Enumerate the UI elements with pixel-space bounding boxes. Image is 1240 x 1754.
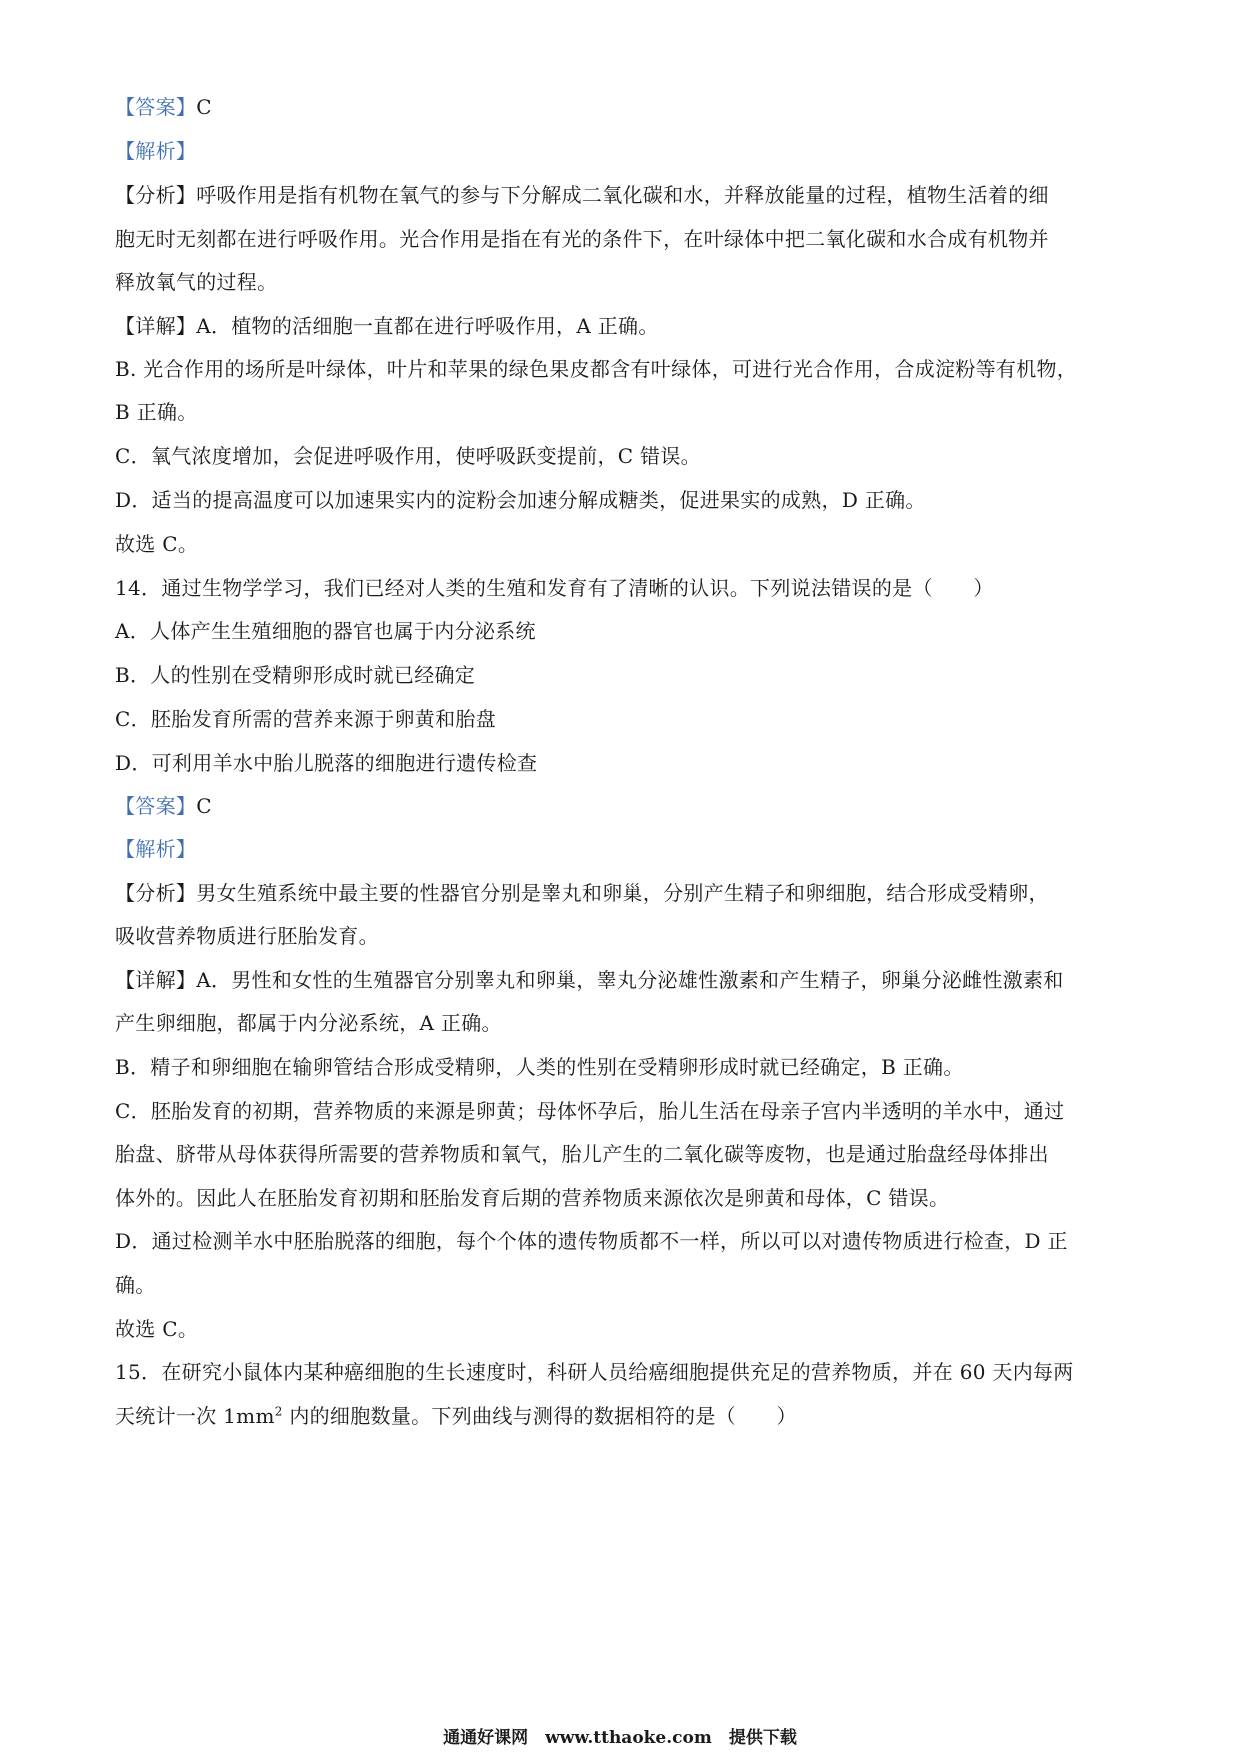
- q13-answer-line: [115, 94, 1145, 120]
- q14-fenxi-line-1: [115, 880, 1145, 906]
- q13-fenxi-line-2: 胞无时无刻都在进行呼吸作用。光合作用是指在有光的条件下，在叶绿体中把二氧化碳和水合成有机物并: [115, 227, 1049, 251]
- q13-xiangjie-line-1: [115, 313, 1145, 339]
- q14-option-c: C．胚胎发育所需的营养来源于卵黄和胎盘: [115, 707, 497, 731]
- q14-fenxi-text-1: 男女生殖系统中最主要的性器官分别是睾丸和卵巢，分别产生精子和卵细胞，结合形成受精卵，: [196, 881, 1049, 905]
- q14-xiangjie-line-3: B．精子和卵细胞在输卵管结合形成受精卵，人类的性别在受精卵形成时就已经确定，B 正确。: [115, 1055, 964, 1079]
- page-footer: 通通好课网 www.tthaoke.com 提供下载: [443, 1728, 797, 1748]
- q14-conclusion: 故选 C。: [115, 1317, 199, 1341]
- q14-option-b: B．人的性别在受精卵形成时就已经确定: [115, 663, 476, 687]
- q13-xiangjie-line-3: B 正确。: [115, 400, 198, 424]
- q15-stem-line-2: [115, 1403, 1145, 1429]
- q13-answer-tag: 【答案】: [115, 95, 197, 119]
- q14-xiangjie-tag: 【详解】: [115, 968, 197, 992]
- q14-xiangjie-line-1: [115, 967, 1145, 993]
- q14-xiangjie-line-6: 体外的。因此人在胚胎发育初期和胚胎发育后期的营养物质来源依次是卵黄和母体，C 错误。: [115, 1186, 950, 1210]
- q13-conclusion: 故选 C。: [115, 532, 199, 556]
- q13-xiangjie-tag: 【详解】: [115, 314, 197, 338]
- q13-xiangjie-line-4: C．氧气浓度增加，会促进呼吸作用，使呼吸跃变提前，C 错误。: [115, 444, 701, 468]
- q13-fenxi-tag: 【分析】: [115, 183, 197, 207]
- q13-fenxi-line-3: 释放氧气的过程。: [115, 270, 278, 294]
- q14-answer-tag: 【答案】: [115, 794, 197, 818]
- q14-xiangjie-line-5: 胎盘、脐带从母体获得所需要的营养物质和氧气，胎儿产生的二氧化碳等废物，也是通过胎盘经母体排出: [115, 1142, 1049, 1166]
- q13-xiangjie-line-2: B. 光合作用的场所是叶绿体，叶片和苹果的绿色果皮都含有叶绿体，可进行光合作用，合成淀粉等有机物，: [115, 357, 1078, 381]
- q14-fenxi-tag: 【分析】: [115, 881, 197, 905]
- q14-xiangjie-line-2: 产生卵细胞，都属于内分泌系统，A 正确。: [115, 1011, 502, 1035]
- q14-xiangjie-line-7: D．通过检测羊水中胚胎脱落的细胞，每个个体的遗传物质都不一样，所以可以对遗传物质进行检查，D 正: [115, 1229, 1068, 1253]
- q13-xiangjie-line-5: D．适当的提高温度可以加速果实内的淀粉会加速分解成糖类，促进果实的成熟，D 正确。: [115, 488, 926, 512]
- q15-superscript: 2: [274, 1404, 283, 1419]
- q13-fenxi-line-1: [115, 182, 1145, 208]
- q13-xiangjie-first: A．植物的活细胞一直都在进行呼吸作用，A 正确。: [196, 314, 659, 338]
- q14-stem: 14．通过生物学学习，我们已经对人类的生殖和发育有了清晰的认识。下列说法错误的是（ ）: [115, 576, 994, 600]
- q14-option-a: A．人体产生生殖细胞的器官也属于内分泌系统: [115, 619, 536, 643]
- q14-xiangjie-first: A．男性和女性的生殖器官分别睾丸和卵巢，睾丸分泌雄性激素和产生精子，卵巢分泌雌性激素和: [196, 968, 1064, 992]
- q14-answer-line: [115, 793, 1145, 819]
- q14-fenxi-line-2: 吸收营养物质进行胚胎发育。: [115, 924, 379, 948]
- q14-option-d: D．可利用羊水中胎儿脱落的细胞进行遗传检查: [115, 751, 538, 775]
- q13-analysis-tag: 【解析】: [115, 139, 197, 163]
- q13-answer-value: C: [196, 95, 212, 119]
- q15-stem-line-2-post: 内的细胞数量。下列曲线与测得的数据相符的是（ ）: [282, 1404, 797, 1428]
- q15-stem-line-1: 15．在研究小鼠体内某种癌细胞的生长速度时，科研人员给癌细胞提供充足的营养物质，并在 60 天内每两: [115, 1360, 1074, 1384]
- q14-xiangjie-line-8: 确。: [115, 1273, 156, 1297]
- q14-analysis-tag: 【解析】: [115, 837, 197, 861]
- q14-answer-value: C: [196, 794, 212, 818]
- q14-xiangjie-line-4: C．胚胎发育的初期，营养物质的来源是卵黄；母体怀孕后，胎儿生活在母亲子宫内半透明的羊水中，通过: [115, 1099, 1065, 1123]
- q13-fenxi-text-1: 呼吸作用是指有机物在氧气的参与下分解成二氧化碳和水，并释放能量的过程，植物生活着的细: [196, 183, 1049, 207]
- q15-stem-line-2-pre: 天统计一次 1mm: [115, 1404, 275, 1428]
